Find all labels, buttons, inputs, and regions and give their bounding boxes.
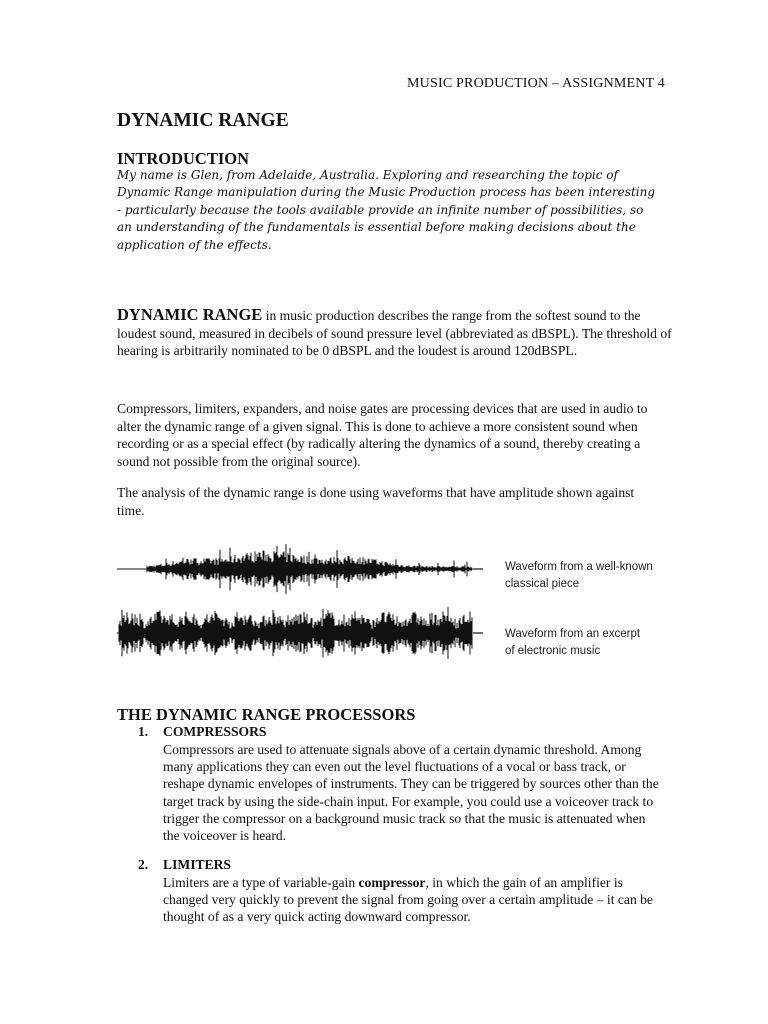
waveform-analysis-paragraph: The analysis of the dynamic range is done using waveforms that have amplitude shown against time. <box>117 485 635 518</box>
limiters-text-b: , in which the gain of an amplifier is changed very quickly to prevent the signal from going over a certain amplitude – it can be thought of as a very quick acting downward compressor. <box>163 875 653 925</box>
list-item-text <box>163 874 663 926</box>
list-number: 1. <box>138 724 149 739</box>
list-number: 2. <box>138 857 149 872</box>
processors-heading: THE DYNAMIC RANGE PROCESSORS <box>117 705 416 724</box>
electronic-label-line-2: of electronic music <box>505 645 601 657</box>
limiters-text-bold: compressor <box>358 875 426 890</box>
introduction-text: My name is Glen, from Adelaide, Australia. Exploring and researching the topic of Dynamic Range manipulation during the Music Production process has been interesting - particularly because the tools available provide an infinite number of possibilities, so an understanding of the fundamentals is essential before making decisions about the application of the effects. <box>117 168 656 252</box>
dynamic-range-paragraph <box>117 306 672 360</box>
electronic-waveform <box>117 607 472 659</box>
waveform-trace <box>147 544 472 594</box>
limiters-text-a: Limiters are a type of variable-gain <box>163 875 359 890</box>
classical-label-line-1: Waveform from a well-known <box>505 561 653 573</box>
list-item-title: COMPRESSORS <box>163 724 267 739</box>
classical-waveform <box>117 544 472 594</box>
classical-label-line-2: classical piece <box>505 578 580 590</box>
document-title: DYNAMIC RANGE <box>117 110 289 131</box>
dynamic-range-lead: DYNAMIC RANGE <box>117 305 263 324</box>
electronic-label-line-1: Waveform from an excerpt <box>505 628 641 640</box>
dynamic-range-text: in music production describes the range from the softest sound to the loudest sound, measured in decibels of sound pressure level (abbreviated as dBSPL). The threshold of hearing is arbitrarily nominated to be 0 dBSPL and the loudest is around 120dBSPL. <box>117 308 672 358</box>
introduction-heading: INTRODUCTION <box>117 149 250 168</box>
processors-paragraph: Compressors, limiters, expanders, and noise gates are processing devices that are used in audio to alter the dynamic range of a given signal. This is done to achieve a more consistent sound when recording or as a special effect (by radically altering the dynamics of a sound, thereby creating a sound not possible from the original source). <box>117 401 648 469</box>
classical-waveform-label <box>505 559 675 593</box>
waveform-trace <box>119 607 472 659</box>
list-item-text: Compressors are used to attenuate signals above of a certain dynamic threshold. Among many applications they can even out the level fluctuations of a vocal or bass track, or reshape dynamic envelopes of instruments. They can be triggered by sources other than the target track by using the side-chain input. For example, you could use a voiceover track to trigger the compressor on a background music track so that the music is attenuated when the voiceover is heard. <box>163 742 659 844</box>
assignment-header: MUSIC PRODUCTION – ASSIGNMENT 4 <box>407 76 665 91</box>
list-item-title: LIMITERS <box>163 857 231 872</box>
waveform-figure <box>117 533 487 663</box>
electronic-waveform-label <box>505 626 675 660</box>
